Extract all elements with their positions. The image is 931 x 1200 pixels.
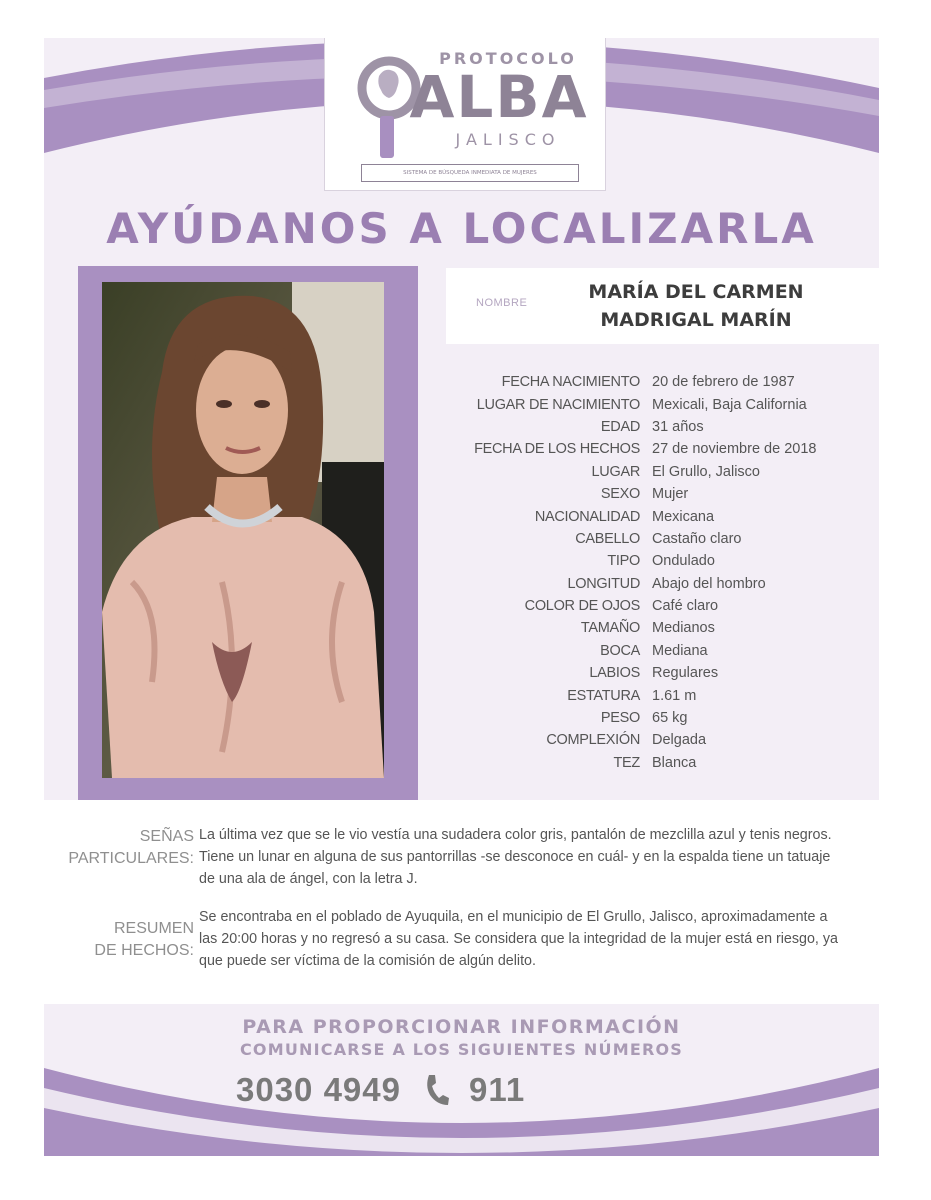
- detail-value: Castaño claro: [652, 530, 742, 547]
- detail-value: 1.61 m: [652, 687, 697, 704]
- detail-label: TEZ: [613, 754, 640, 771]
- detail-row: [374, 416, 879, 438]
- detail-value: Medianos: [652, 620, 715, 637]
- resumen-label-line-1: RESUMEN: [113, 920, 194, 937]
- resumen-label: [44, 918, 194, 962]
- detail-row: [374, 483, 879, 505]
- contact-line-2: COMUNICARSE A LOS SIGUIENTES NÚMEROS: [239, 1040, 684, 1059]
- detail-row: [374, 528, 879, 550]
- details-list: [374, 371, 879, 774]
- detail-value: Mexicana: [652, 508, 715, 525]
- resumen-text: Se encontraba en el poblado de Ayuquila, en el municipio de El Grullo, Jalisco, aproximadamente a las 20:00 horas y no regresó a su casa. Se considera que la integridad de la mujer está en riesgo, ya que puede ser víctima de la comisión de algún delito.: [199, 909, 838, 969]
- description-panel: [44, 800, 879, 1004]
- detail-label: LABIOS: [589, 665, 640, 682]
- detail-label: CABELLO: [575, 530, 640, 547]
- phone-numbers: [236, 1071, 525, 1109]
- detail-label: FECHA DE LOS HECHOS: [474, 441, 640, 458]
- detail-row: [374, 550, 879, 572]
- detail-row: [374, 595, 879, 617]
- detail-value: Ondulado: [652, 553, 715, 570]
- senas-label-line-1: SEÑAS: [139, 828, 194, 845]
- contact-line-1: PARA PROPORCIONAR INFORMACIÓN: [242, 1016, 681, 1038]
- page-title: AYÚDANOS A LOCALIZARLA: [106, 204, 817, 253]
- person-name-line-2: MADRIGAL MARÍN: [600, 309, 792, 331]
- detail-value: Delgada: [652, 732, 707, 749]
- detail-value: Café claro: [652, 598, 719, 615]
- detail-value: 31 años: [652, 418, 704, 435]
- phone-number-2[interactable]: 911: [469, 1071, 526, 1108]
- detail-row: [374, 729, 879, 751]
- detail-label: LUGAR DE NACIMIENTO: [476, 396, 640, 413]
- detail-row: [374, 640, 879, 662]
- logo-system-text: SISTEMA DE BÚSQUEDA INMEDIATA DE MUJERES: [361, 164, 579, 182]
- detail-value: Abajo del hombro: [652, 575, 766, 592]
- logo-main-text: ALBA: [409, 63, 589, 131]
- logo-bottom-text: JALISCO: [455, 130, 561, 149]
- detail-label: SEXO: [600, 486, 640, 503]
- detail-label: TIPO: [607, 553, 640, 570]
- senas-label: [44, 826, 194, 870]
- detail-value: Mujer: [652, 486, 689, 503]
- detail-label: PESO: [600, 710, 640, 727]
- detail-value: Blanca: [652, 754, 697, 771]
- detail-row: [374, 684, 879, 706]
- detail-label: NACIONALIDAD: [534, 508, 640, 525]
- detail-row: [374, 707, 879, 729]
- detail-label: LONGITUD: [567, 575, 640, 592]
- phone-number-1[interactable]: 3030 4949: [236, 1071, 401, 1108]
- detail-label: ESTATURA: [567, 687, 640, 704]
- name-label: NOMBRE: [476, 297, 528, 309]
- senas-label-line-2: PARTICULARES:: [68, 850, 194, 867]
- detail-row: [374, 752, 879, 774]
- missing-person-poster: [44, 38, 879, 1156]
- detail-row: [374, 573, 879, 595]
- resumen-label-line-2: DE HECHOS:: [94, 942, 194, 959]
- detail-label: COLOR DE OJOS: [524, 598, 640, 615]
- detail-label: TAMAÑO: [580, 620, 640, 637]
- detail-value: 27 de noviembre de 2018: [652, 441, 817, 458]
- detail-label: COMPLEXIÓN: [546, 732, 640, 749]
- name-panel: [446, 268, 879, 344]
- detail-value: Regulares: [652, 665, 719, 682]
- person-photo: [102, 282, 384, 778]
- photo-frame: [78, 266, 418, 832]
- detail-value: Mediana: [652, 642, 708, 659]
- person-name-line-1: MARÍA DEL CARMEN: [588, 281, 804, 303]
- protocolo-alba-logo: [324, 38, 606, 191]
- detail-value: Mexicali, Baja California: [652, 396, 807, 413]
- detail-label: EDAD: [600, 418, 640, 435]
- person-name: [546, 278, 846, 334]
- detail-row: [374, 461, 879, 483]
- detail-label: LUGAR: [591, 463, 640, 480]
- detail-value: 20 de febrero de 1987: [652, 374, 795, 391]
- detail-value: El Grullo, Jalisco: [652, 463, 760, 480]
- detail-label: FECHA NACIMIENTO: [501, 374, 640, 391]
- detail-row: [374, 438, 879, 460]
- detail-row: [374, 617, 879, 639]
- senas-text: La última vez que se le vio vestía una sudadera color gris, pantalón de mezclilla azul y tenis negros. Tiene un lunar en alguna de sus pantorrillas -se desconoce en cuál- y en la espalda tiene un tatuaje de una ala de ángel, con la letra J.: [199, 827, 832, 887]
- detail-row: [374, 505, 879, 527]
- detail-label: BOCA: [600, 642, 640, 659]
- logo-top-text: PROTOCOLO: [439, 49, 577, 68]
- detail-row: [374, 371, 879, 393]
- detail-row: [374, 662, 879, 684]
- phone-icon: [423, 1073, 451, 1107]
- detail-row: [374, 393, 879, 415]
- detail-value: 65 kg: [652, 710, 688, 727]
